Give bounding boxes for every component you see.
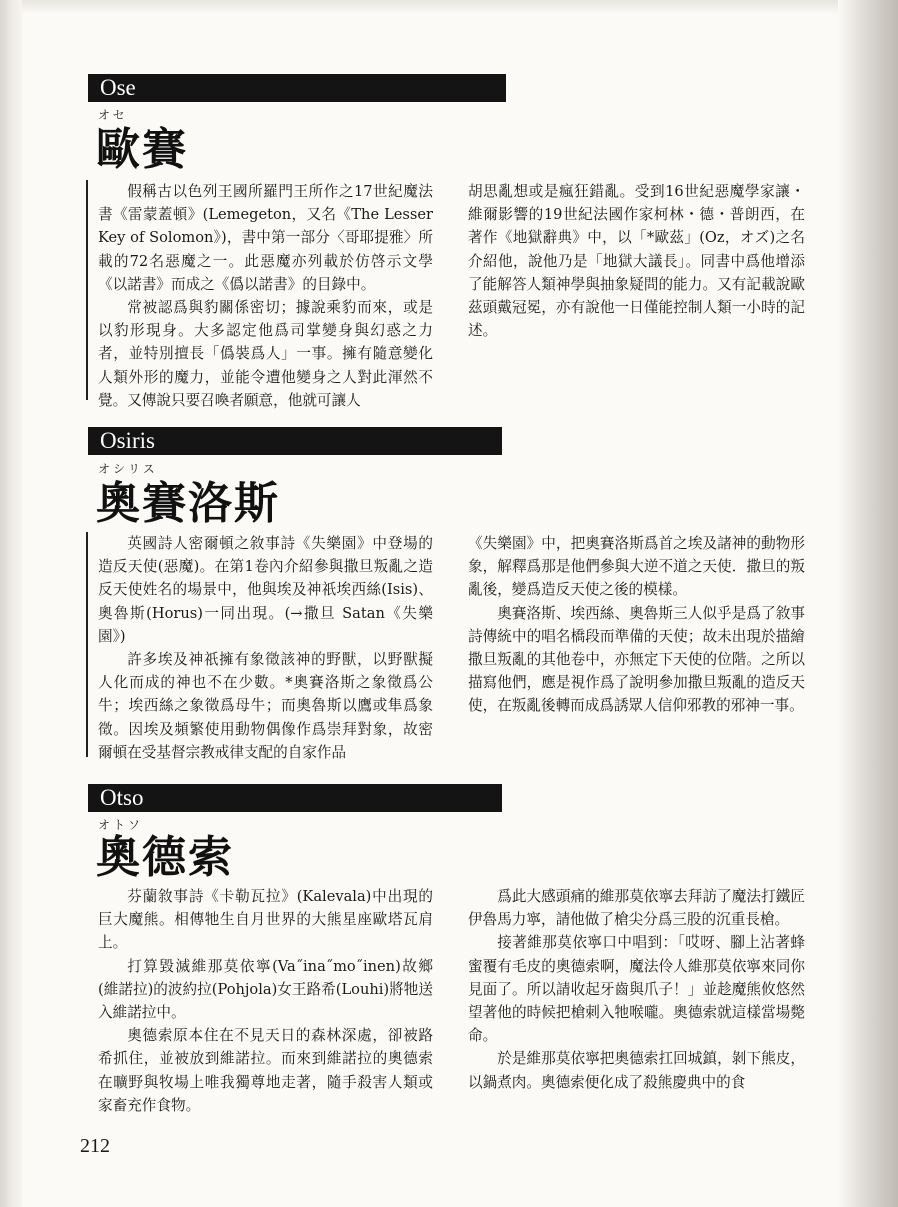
page-top-shade [22, 0, 838, 14]
entry-name-bar-osiris: Osiris [88, 427, 502, 455]
column-rule [86, 532, 88, 757]
paragraph: 奧賽洛斯、埃西絲、奧魯斯三人似乎是爲了敘事詩傳統中的唱名橋段而準備的天使；故未出現於描繪撒旦叛亂的其他卷中，亦無定下天使的位階。之所以描寫他們，應是視作爲了說明參加撒旦叛亂的造反天使，在叛亂後轉而成爲誘眾人信仰邪教的邪神一事。 [468, 604, 805, 715]
entry-name-bar-otso: Otso [88, 784, 502, 812]
paragraph: 接著維那莫依寧口中唱到：「哎呀、腳上沾著蜂蜜覆有毛皮的奧德索啊，魔法伶人維那莫依寧來同你見面了。所以請收起牙齒與爪子！」並趁魔熊攸悠然望著他的時候把槍刺入牠喉嚨。奧德索就這樣當場斃命。 [468, 934, 805, 1045]
paragraph: 許多埃及神祇擁有象徵該神的野獸，以野獸擬人化而成的神也不在少數。*奧賽洛斯之象徵爲公牛；埃西絲之象徵爲母牛；而奧魯斯以鷹或隼爲象徵。因埃及頻繁使用動物偶像作爲崇拜對象，故密爾頓在受基督宗教戒律支配的自家作品 [98, 651, 433, 761]
column-rule [86, 180, 88, 400]
paragraph: 《失樂園》中，把奧賽洛斯爲首之埃及諸神的動物形象，解釋爲那是他們參與大逆不道之天使．撒旦的叛亂後，變爲造反天使之後的模樣。 [468, 535, 805, 599]
paragraph: 胡思亂想或是瘋狂錯亂。受到16世紀惡魔學家讓・維爾影響的19世紀法國作家柯林・德・普朗西，在著作《地獄辭典》中，以「*歐茲」(Oz，オズ)之名介紹他，說他乃是「地獄大議長」。同書中爲他增添了能解答人類神學與抽象疑問的能力。又有記載說歐茲頭戴冠冕，亦有說他一日僅能控制人類一小時的記述。 [468, 183, 805, 340]
entry-body-left-osiris [98, 532, 433, 764]
entry-body-left-ose [98, 180, 433, 412]
entry-kana-osiris: オシリス [98, 462, 158, 476]
paragraph: 假稱古以色列王國所羅門王所作之17世紀魔法書《雷蒙蓋頓》(Lemegeton，又名《The Lesser Key of Solomon》)，書中第一部分〈哥耶提雅〉所載的72名惡魔之一。此惡魔亦列載於仿啓示文學《以諾書》而成之《僞以諾書》的目錄中。 [98, 183, 433, 293]
paragraph: 英國詩人密爾頓之敘事詩《失樂園》中登場的造反天使(惡魔)。在第1卷內介紹參與撒旦叛亂之造反天使姓名的場景中，他與埃及神祇埃西絲(Isis)、奧魯斯(Horus)一同出現。(→撒旦 Satan《失樂園》) [98, 535, 433, 645]
paragraph: 打算毀滅維那莫依寧(Va˝ina˝mo˝inen)故鄉(維諾拉)的波約拉(Pohjola)女王路希(Louhi)將牠送入維諾拉中。 [98, 957, 433, 1022]
entry-title-ose: 歐賽 [96, 124, 188, 175]
paragraph: 常被認爲與豹關係密切；據說乘豹而來，或是以豹形現身。大多認定他爲司掌變身與幻惑之力者，並特別擅長「僞裝爲人」一事。擁有隨意變化人類外形的魔力，並能令遭他變身之人對此渾然不覺。又傳說只要召喚者願意，他就可讓人 [98, 299, 433, 409]
page-gutter-left [0, 0, 22, 1207]
page-number: 212 [80, 1135, 110, 1157]
entry-body-right-ose [468, 180, 805, 342]
paragraph: 爲此大感頭痛的維那莫依寧去拜訪了魔法打鐵匠伊魯馬力寧，請他做了槍尖分爲三股的沉重長槍。 [468, 888, 805, 929]
entry-kana-ose: オセ [98, 108, 128, 122]
entry-title-osiris: 奧賽洛斯 [96, 478, 280, 529]
entry-name-bar-ose: Ose [88, 74, 506, 102]
paragraph: 於是維那莫依寧把奧德索扛回城鎮，剝下熊皮，以鍋煮肉。奧德索便化成了殺熊慶典中的食 [468, 1050, 805, 1091]
paragraph: 芬蘭敘事詩《卡勒瓦拉》(Kalevala)中出現的巨大魔熊。相傳牠生自月世界的大熊星座歐塔瓦肩上。 [98, 888, 433, 952]
entry-body-right-osiris [468, 532, 805, 718]
page-edge-right [838, 0, 898, 1207]
paragraph: 奧德索原本住在不見天日的森林深處，卻被路希抓住，並被放到維諾拉。而來到維諾拉的奧德索在曠野與牧場上唯我獨尊地走著，隨手殺害人類或家畜充作食物。 [98, 1027, 433, 1114]
entry-title-otso: 奧德索 [96, 832, 234, 883]
entry-body-left-otso [98, 885, 433, 1117]
entry-body-right-otso [468, 885, 805, 1094]
entry-kana-otso: オトソ [98, 818, 144, 832]
